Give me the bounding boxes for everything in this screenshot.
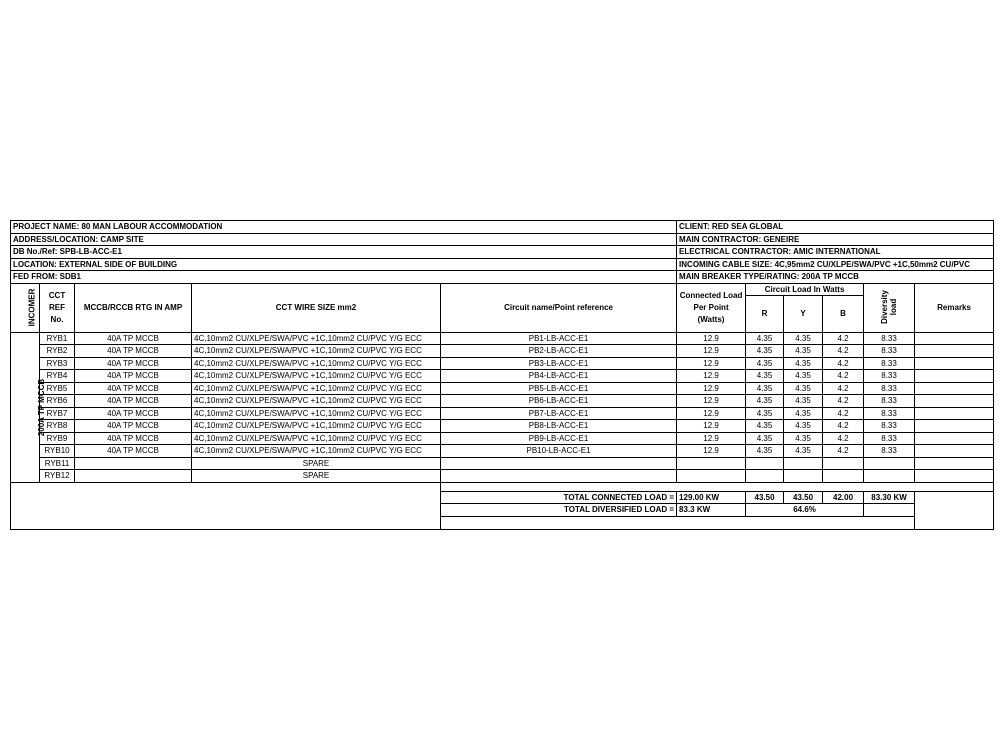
load-b: 4.2	[823, 370, 864, 383]
info-row-2	[11, 233, 994, 246]
spare-row	[11, 457, 994, 470]
connected-load: 12.9	[677, 332, 746, 345]
mccb-rating: 40A TP MCCB	[75, 370, 192, 383]
load-y: 4.35	[784, 432, 823, 445]
mccb-rating: 40A TP MCCB	[75, 407, 192, 420]
circuit-name: PB5-LB-ACC-E1	[441, 382, 677, 395]
load-r	[746, 470, 784, 483]
diversity-load: 8.33	[864, 445, 915, 458]
mccb-rating: 40A TP MCCB	[75, 332, 192, 345]
circuit-name: PB6-LB-ACC-E1	[441, 395, 677, 408]
load-y	[784, 457, 823, 470]
electrical-contractor: ELECTRICAL CONTRACTOR: AMIC INTERNATIONAL	[677, 246, 994, 259]
remarks-cell	[915, 470, 994, 483]
cct-ref: RYB3	[40, 357, 75, 370]
cct-ref: RYB4	[40, 370, 75, 383]
load-r: 4.35	[746, 357, 784, 370]
diversity-percentage: 64.6%	[746, 504, 864, 517]
cct-ref: RYB11	[40, 457, 75, 470]
load-r: 4.35	[746, 332, 784, 345]
mccb-rating: 40A TP MCCB	[75, 420, 192, 433]
connected-load-header	[677, 283, 746, 332]
load-b: 4.2	[823, 395, 864, 408]
circuit-name: PB4-LB-ACC-E1	[441, 370, 677, 383]
main-contractor: MAIN CONTRACTOR: GENEIRE	[677, 233, 994, 246]
load-y: 4.35	[784, 357, 823, 370]
spare-label: SPARE	[192, 470, 441, 483]
remarks-cell	[915, 457, 994, 470]
cct-ref: RYB9	[40, 432, 75, 445]
mccb-rating: 40A TP MCCB	[75, 382, 192, 395]
diversity-load: 8.33	[864, 370, 915, 383]
mccb-rating	[75, 470, 192, 483]
remarks-cell	[915, 407, 994, 420]
total-r: 43.50	[746, 491, 784, 504]
table-row	[11, 420, 994, 433]
connected-load-header-line3: (Watts)	[697, 314, 725, 324]
connected-load-header-line1: Connected Load	[679, 290, 743, 300]
incomer-rating	[11, 332, 47, 482]
circuit-name: PB8-LB-ACC-E1	[441, 420, 677, 433]
circuit-name: PB7-LB-ACC-E1	[441, 407, 677, 420]
remarks-cell	[915, 332, 994, 345]
circuit-name-header: Circuit name/Point reference	[441, 283, 677, 332]
load-r: 4.35	[746, 345, 784, 358]
diversity-load-header	[864, 283, 915, 332]
load-b: 4.2	[823, 332, 864, 345]
wire-size: 4C,10mm2 CU/XLPE/SWA/PVC +1C,10mm2 CU/PVC Y/G ECC	[192, 357, 441, 370]
load-b	[823, 470, 864, 483]
connected-load: 12.9	[677, 382, 746, 395]
load-y: 4.35	[784, 445, 823, 458]
table-row	[11, 370, 994, 383]
cct-ref: RYB8	[40, 420, 75, 433]
wire-size-header: CCT WIRE SIZE mm2	[192, 283, 441, 332]
mccb-rating: 40A TP MCCB	[75, 432, 192, 445]
remarks-cell	[915, 345, 994, 358]
remarks-cell	[915, 432, 994, 445]
spare-label: SPARE	[192, 457, 441, 470]
info-row-4	[11, 258, 994, 271]
diversity-load	[864, 470, 915, 483]
load-y: 4.35	[784, 370, 823, 383]
load-b	[823, 457, 864, 470]
client-name: CLIENT: RED SEA GLOBAL	[677, 221, 994, 234]
location: LOCATION: EXTERNAL SIDE OF BUILDING	[11, 258, 677, 271]
remarks-cell	[915, 420, 994, 433]
total-diversified-value: 83.3 KW	[677, 504, 746, 517]
connected-load: 12.9	[677, 357, 746, 370]
incomer-header	[11, 283, 40, 332]
cct-ref: RYB1	[40, 332, 75, 345]
diversity-load: 8.33	[864, 420, 915, 433]
wire-size: 4C,10mm2 CU/XLPE/SWA/PVC +1C,10mm2 CU/PVC Y/G ECC	[192, 345, 441, 358]
circuit-name: PB9-LB-ACC-E1	[441, 432, 677, 445]
load-r: 4.35	[746, 420, 784, 433]
panel-schedule-table	[10, 220, 994, 530]
mccb-header: MCCB/RCCB RTG IN AMP	[75, 283, 192, 332]
circuit-name	[441, 457, 677, 470]
load-b: 4.2	[823, 445, 864, 458]
mccb-rating: 40A TP MCCB	[75, 395, 192, 408]
load-r: 4.35	[746, 407, 784, 420]
load-r: 4.35	[746, 370, 784, 383]
load-r: 4.35	[746, 395, 784, 408]
table-row	[11, 332, 994, 345]
load-b: 4.2	[823, 432, 864, 445]
load-y	[784, 470, 823, 483]
info-row-5	[11, 271, 994, 284]
mccb-rating	[75, 457, 192, 470]
load-y: 4.35	[784, 407, 823, 420]
load-y: 4.35	[784, 332, 823, 345]
load-b: 4.2	[823, 407, 864, 420]
circuit-name: PB1-LB-ACC-E1	[441, 332, 677, 345]
load-y: 4.35	[784, 395, 823, 408]
cct-ref: RYB6	[40, 395, 75, 408]
connected-load: 12.9	[677, 432, 746, 445]
diversity-blank	[864, 504, 915, 517]
circuit-load-header: Circuit Load In Watts	[746, 283, 864, 296]
total-diversity: 83.30 KW	[864, 491, 915, 504]
mccb-rating: 40A TP MCCB	[75, 445, 192, 458]
circuit-name: PB2-LB-ACC-E1	[441, 345, 677, 358]
cct-ref-header-line2: REF No.	[49, 302, 65, 324]
diversity-load: 8.33	[864, 395, 915, 408]
connected-load: 12.9	[677, 395, 746, 408]
diversity-header-line2: load	[889, 298, 899, 316]
load-r: 4.35	[746, 382, 784, 395]
totals-spacer	[441, 482, 994, 491]
circuit-name	[441, 470, 677, 483]
cct-ref-header	[40, 283, 75, 332]
diversity-load-header-label	[880, 290, 898, 324]
connected-load: 12.9	[677, 420, 746, 433]
diversity-load: 8.33	[864, 332, 915, 345]
circuit-name: PB10-LB-ACC-E1	[441, 445, 677, 458]
wire-size: 4C,10mm2 CU/XLPE/SWA/PVC +1C,10mm2 CU/PVC Y/G ECC	[192, 370, 441, 383]
circuit-name: PB3-LB-ACC-E1	[441, 357, 677, 370]
load-y: 4.35	[784, 382, 823, 395]
cct-ref: RYB10	[40, 445, 75, 458]
table-row	[11, 382, 994, 395]
address-location: ADDRESS/LOCATION: CAMP SITE	[11, 233, 677, 246]
connected-load-header-line2: Per Point	[693, 302, 729, 312]
cct-ref: RYB12	[40, 470, 75, 483]
total-connected-value: 129.00 KW	[677, 491, 746, 504]
diversity-load: 8.33	[864, 432, 915, 445]
info-row-1	[11, 221, 994, 234]
connected-load: 12.9	[677, 370, 746, 383]
incomer-rating-label: 200A TP MCCB	[37, 378, 47, 436]
wire-size: 4C,10mm2 CU/XLPE/SWA/PVC +1C,10mm2 CU/PVC Y/G ECC	[192, 432, 441, 445]
table-row	[11, 395, 994, 408]
incomer-header-label: INCOMER	[27, 288, 37, 327]
fed-from: FED FROM: SDB1	[11, 271, 677, 284]
load-r	[746, 457, 784, 470]
diversity-load: 8.33	[864, 357, 915, 370]
phase-y-header: Y	[784, 296, 823, 332]
totals-bottom-blank	[441, 516, 915, 529]
total-diversified-label: TOTAL DIVERSIFIED LOAD =	[441, 504, 677, 517]
load-b: 4.2	[823, 382, 864, 395]
table-row	[11, 432, 994, 445]
connected-load: 12.9	[677, 407, 746, 420]
phase-r-header: R	[746, 296, 784, 332]
total-b: 42.00	[823, 491, 864, 504]
incoming-cable-size: INCOMING CABLE SIZE: 4C,95mm2 CU/XLPE/SWA/PVC +1C,50mm2 CU/PVC	[677, 258, 994, 271]
load-y: 4.35	[784, 345, 823, 358]
connected-load	[677, 470, 746, 483]
wire-size: 4C,10mm2 CU/XLPE/SWA/PVC +1C,10mm2 CU/PVC Y/G ECC	[192, 382, 441, 395]
table-row	[11, 445, 994, 458]
wire-size: 4C,10mm2 CU/XLPE/SWA/PVC +1C,10mm2 CU/PVC Y/G ECC	[192, 407, 441, 420]
spare-row	[11, 470, 994, 483]
wire-size: 4C,10mm2 CU/XLPE/SWA/PVC +1C,10mm2 CU/PVC Y/G ECC	[192, 420, 441, 433]
mccb-rating: 40A TP MCCB	[75, 345, 192, 358]
connected-load: 12.9	[677, 345, 746, 358]
remarks-cell	[915, 382, 994, 395]
project-name: PROJECT NAME: 80 MAN LABOUR ACCOMMODATION	[11, 221, 677, 234]
cct-ref: RYB7	[40, 407, 75, 420]
load-r: 4.35	[746, 445, 784, 458]
totals-remarks-blank	[915, 491, 994, 529]
cct-ref: RYB2	[40, 345, 75, 358]
diversity-load: 8.33	[864, 407, 915, 420]
table-row	[11, 407, 994, 420]
phase-b-header: B	[823, 296, 864, 332]
totals-left-blank	[11, 482, 441, 529]
diversity-load: 8.33	[864, 345, 915, 358]
load-b: 4.2	[823, 357, 864, 370]
remarks-cell	[915, 370, 994, 383]
load-b: 4.2	[823, 345, 864, 358]
load-b: 4.2	[823, 420, 864, 433]
mccb-rating: 40A TP MCCB	[75, 357, 192, 370]
load-y: 4.35	[784, 420, 823, 433]
remarks-header: Remarks	[915, 283, 994, 332]
wire-size: 4C,10mm2 CU/XLPE/SWA/PVC +1C,10mm2 CU/PVC Y/G ECC	[192, 332, 441, 345]
connected-load: 12.9	[677, 445, 746, 458]
cct-ref: RYB5	[40, 382, 75, 395]
remarks-cell	[915, 445, 994, 458]
wire-size: 4C,10mm2 CU/XLPE/SWA/PVC +1C,10mm2 CU/PVC Y/G ECC	[192, 395, 441, 408]
column-header-row-1	[11, 283, 994, 296]
total-y: 43.50	[784, 491, 823, 504]
diversity-header-line1: Diversity	[880, 290, 890, 324]
diversity-load: 8.33	[864, 382, 915, 395]
totals-spacer-row	[11, 482, 994, 491]
table-row	[11, 345, 994, 358]
remarks-cell	[915, 357, 994, 370]
load-r: 4.35	[746, 432, 784, 445]
diversity-load	[864, 457, 915, 470]
connected-load	[677, 457, 746, 470]
main-breaker: MAIN BREAKER TYPE/RATING: 200A TP MCCB	[677, 271, 994, 284]
remarks-cell	[915, 395, 994, 408]
info-row-3	[11, 246, 994, 259]
wire-size: 4C,10mm2 CU/XLPE/SWA/PVC +1C,10mm2 CU/PVC Y/G ECC	[192, 445, 441, 458]
total-connected-label: TOTAL CONNECTED LOAD =	[441, 491, 677, 504]
table-row	[11, 357, 994, 370]
cct-ref-header-line1: CCT	[48, 290, 66, 300]
db-ref: DB No./Ref: SPB-LB-ACC-E1	[11, 246, 677, 259]
